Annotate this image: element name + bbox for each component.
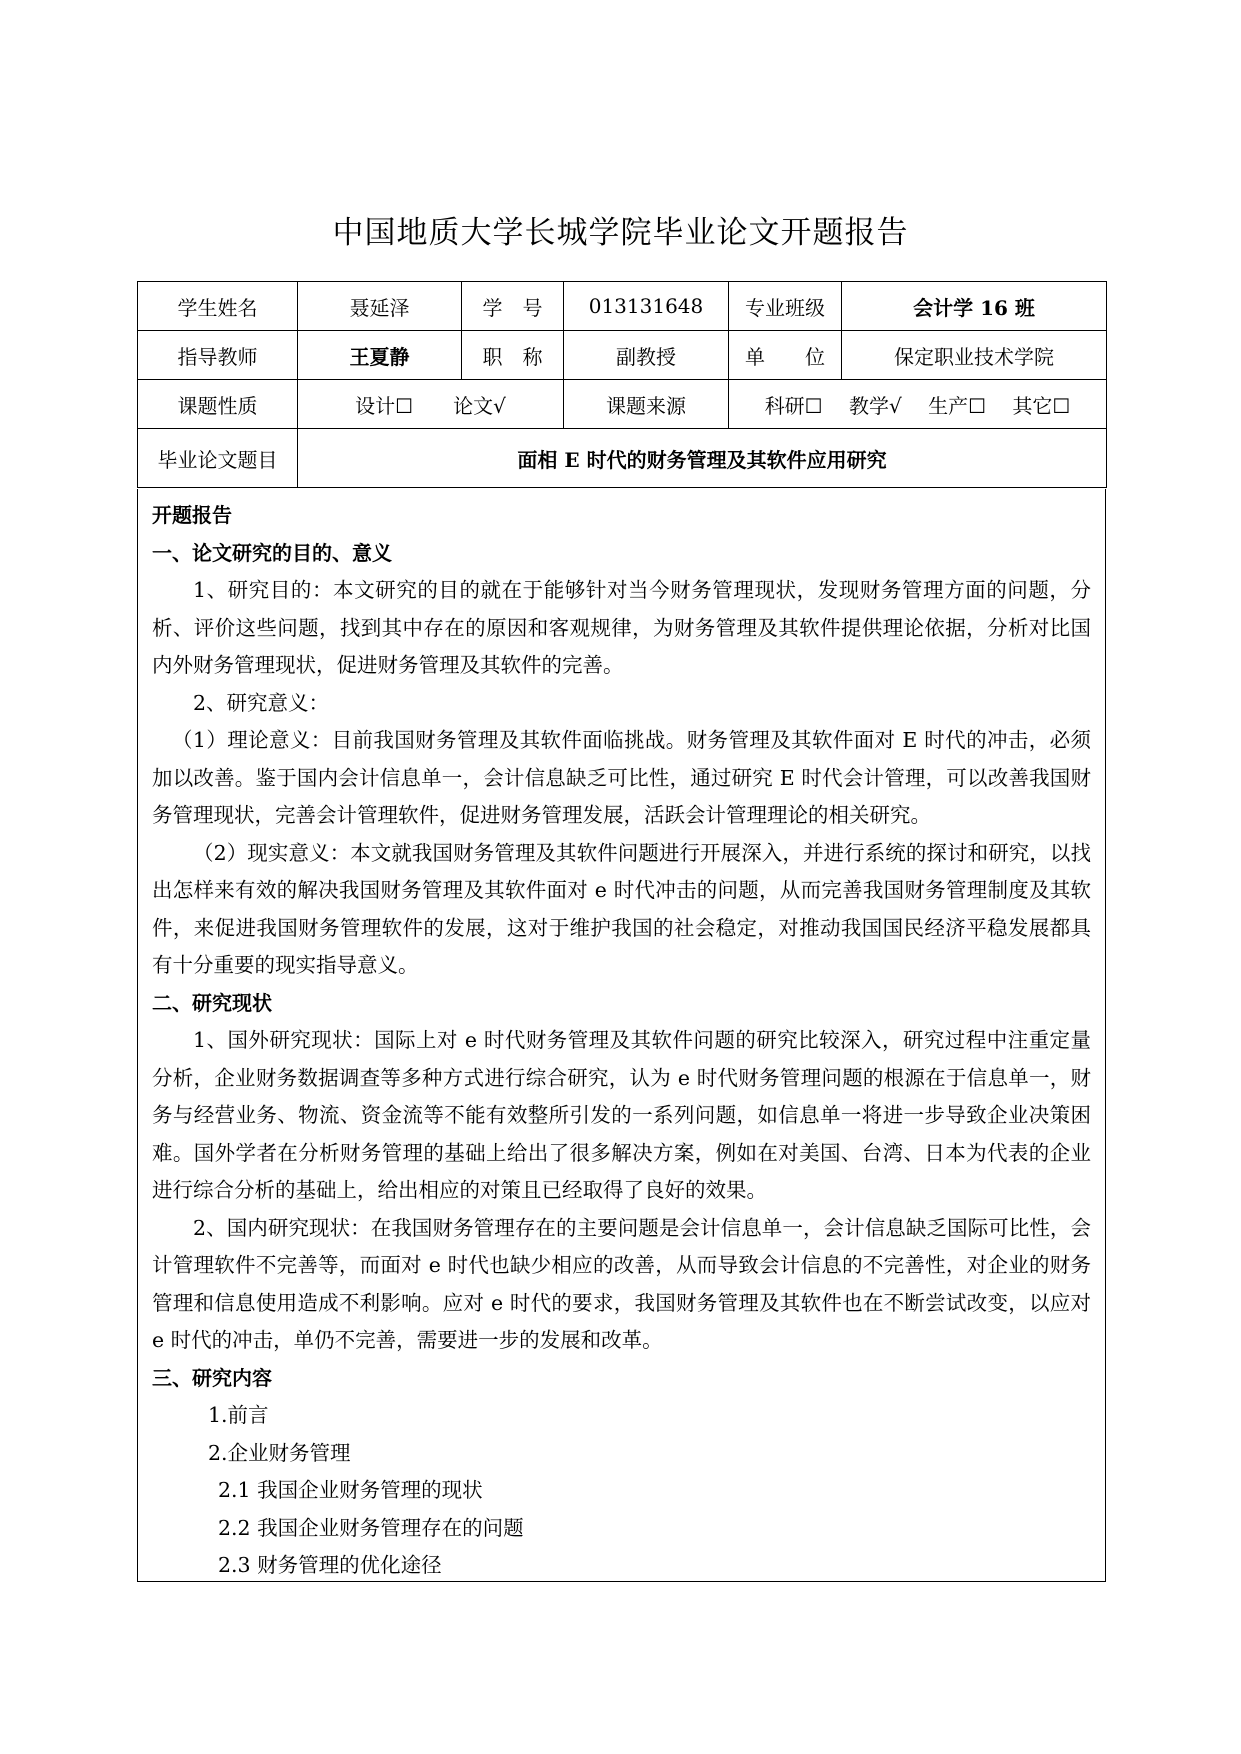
paragraph: （1）理论意义：目前我国财务管理及其软件面临挑战。财务管理及其软件面对 E 时代的冲击，必须加以改善。鉴于国内会计信息单一，会计信息缺乏可比性，通过研究 E 时代会计管理，可以改善我国财务管理现状，完善会计管理软件，促进财务管理发展，活跃会计管理理论的相关研究。 bbox=[152, 728, 1091, 827]
student-id-label: 学 号 bbox=[462, 282, 564, 331]
advisor-label: 指导教师 bbox=[138, 331, 298, 380]
toc-item: 2.3 财务管理的优化途径 bbox=[218, 1553, 442, 1577]
thesis-title-label: 毕业论文题目 bbox=[138, 429, 298, 488]
class-label: 专业班级 bbox=[729, 282, 842, 331]
nature-value: 设计☐ 论文√ bbox=[298, 380, 564, 429]
section-heading: 三、研究内容 bbox=[152, 1365, 272, 1390]
student-name-label: 学生姓名 bbox=[138, 282, 298, 331]
unit-value: 保定职业技术学院 bbox=[842, 331, 1107, 380]
info-table bbox=[137, 281, 1107, 488]
section-heading: 二、研究现状 bbox=[152, 990, 272, 1015]
unit-label: 单 位 bbox=[729, 331, 842, 380]
student-name: 聂延泽 bbox=[298, 282, 462, 331]
nature-label: 课题性质 bbox=[138, 380, 298, 429]
paragraph: 2、研究意义： bbox=[193, 690, 330, 715]
advisor-name: 王夏静 bbox=[298, 331, 462, 380]
class-value: 会计学 16 班 bbox=[842, 282, 1107, 331]
paragraph: 1、研究目的：本文研究的目的就在于能够针对当今财务管理现状，发现财务管理方面的问题，分析、评价这些问题，找到其中存在的原因和客观规律，为财务管理及其软件提供理论依据，分析对比国内外财务管理现状，促进财务管理及其软件的完善。 bbox=[152, 578, 1091, 677]
student-id: 013131648 bbox=[564, 282, 729, 331]
page-title: 中国地质大学长城学院毕业论文开题报告 bbox=[332, 215, 909, 251]
source-value: 科研☐ 教学√ 生产☐ 其它☐ bbox=[729, 380, 1107, 429]
report-body bbox=[137, 489, 1106, 1582]
section-heading: 一、论文研究的目的、意义 bbox=[152, 540, 392, 565]
paragraph: 1、国外研究现状：国际上对 e 时代财务管理及其软件问题的研究比较深入，研究过程中注重定量分析，企业财务数据调查等多种方式进行综合研究，认为 e 时代财务管理问题的根源在于信息单一，财务与经营业务、物流、资金流等不能有效整所引发的一系列问题，如信息单一将进一步导致企业决策困难。国外学者在分析财务管理的基础上给出了很多解决方案，例如在对美国、台湾、日本为代表的企业进行综合分析的基础上，给出相应的对策且已经取得了良好的效果。 bbox=[152, 1028, 1091, 1202]
toc-item: 2.企业财务管理 bbox=[208, 1440, 351, 1465]
toc-item: 2.2 我国企业财务管理存在的问题 bbox=[218, 1515, 524, 1540]
paragraph: （2）现实意义：本文就我国财务管理及其软件问题进行开展深入，并进行系统的探讨和研究，以找出怎样来有效的解决我国财务管理及其软件面对 e 时代冲击的问题，从而完善我国财务管理制度及其软件，来促进我国财务管理软件的发展，这对于维护我国的社会稳定，对推动我国国民经济平稳发展都具有十分重要的现实指导意义。 bbox=[152, 840, 1091, 977]
paragraph: 2、国内研究现状：在我国财务管理存在的主要问题是会计信息单一，会计信息缺乏国际可比性，会计管理软件不完善等，而面对 e 时代也缺少相应的改善，从而导致会计信息的不完善性，对企业的财务管理和信息使用造成不利影响。应对 e 时代的要求，我国财务管理及其软件也在不断尝试改变，以应对 e 时代的冲击，单仍不完善，需要进一步的发展和改革。 bbox=[152, 1215, 1091, 1352]
report-heading: 开题报告 bbox=[152, 503, 232, 527]
rank-value: 副教授 bbox=[564, 331, 729, 380]
thesis-title: 面相 E 时代的财务管理及其软件应用研究 bbox=[298, 429, 1107, 488]
rank-label: 职 称 bbox=[462, 331, 564, 380]
toc-item: 2.1 我国企业财务管理的现状 bbox=[218, 1478, 483, 1502]
toc-item: 1.前言 bbox=[208, 1403, 269, 1427]
source-label: 课题来源 bbox=[564, 380, 729, 429]
